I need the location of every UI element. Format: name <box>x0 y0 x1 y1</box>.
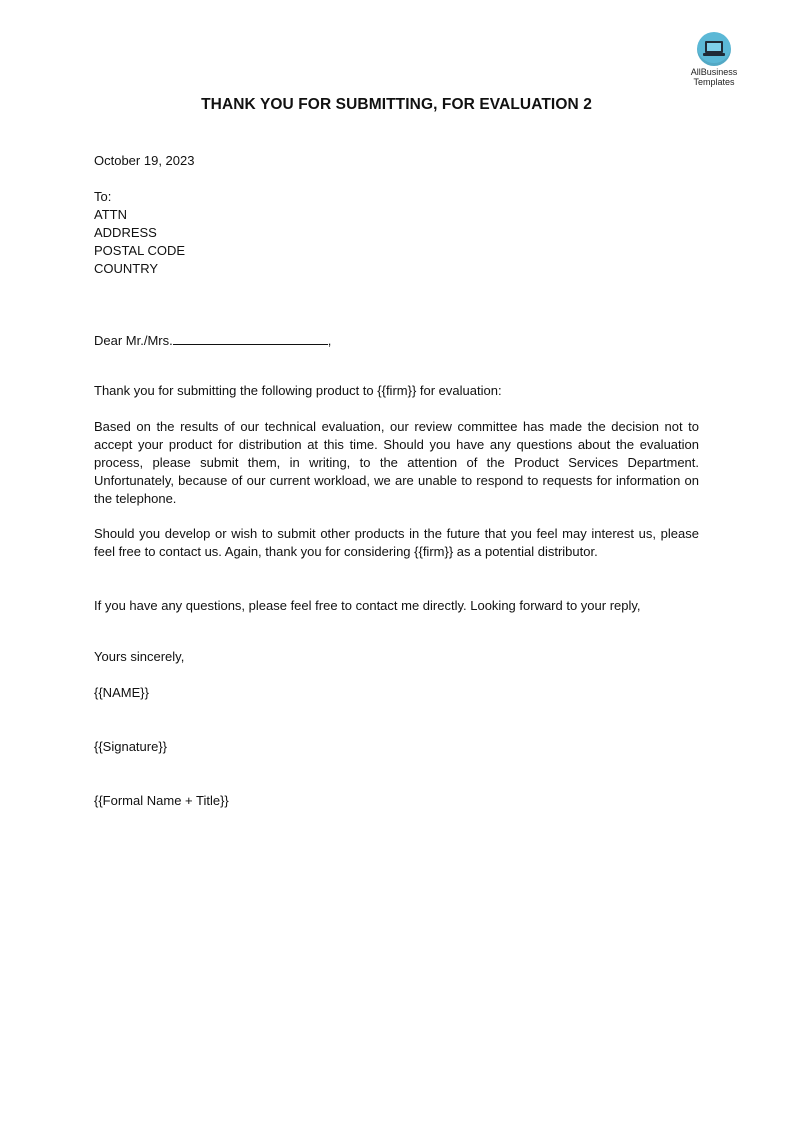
closing-text: Yours sincerely, <box>94 649 185 664</box>
name-blank-line <box>173 332 328 345</box>
address-country: COUNTRY <box>94 261 159 276</box>
formal-name-text: {{Formal Name + Title}} <box>94 793 229 808</box>
address-to: To: <box>94 189 112 204</box>
recipient-address <box>94 188 699 278</box>
paragraph-decision <box>94 418 699 508</box>
paragraph-contact <box>94 597 699 615</box>
paragraph-future-text: Should you develop or wish to submit other products in the future that you feel may interest us, please feel free to contact us. Again, thank you for considering {{firm}} as a potential distributor. <box>94 526 699 559</box>
paragraph-intro-text: Thank you for submitting the following product to {{firm}} for evaluation: <box>94 383 502 398</box>
salutation-prefix: Dear Mr./Mrs. <box>94 333 173 348</box>
closing <box>94 648 699 666</box>
brand-logo <box>680 32 748 87</box>
signature-text: {{Signature}} <box>94 739 168 754</box>
laptop-icon <box>697 32 731 66</box>
salutation-suffix: , <box>327 333 332 348</box>
address-attn: ATTN <box>94 207 127 222</box>
signer-name-text: {{NAME}} <box>94 685 149 700</box>
letter-date <box>94 152 699 170</box>
date-text: October 19, 2023 <box>94 153 195 168</box>
paragraph-decision-text: Based on the results of our technical evaluation, our review committee has made the decision not to accept your product for distribution at this time. Should you have any questions about the evaluation process, please submit them, in writing, to the attention of the Product Services Department. Unfortunately, because of our current workload, we are unable to respond to requests for information on the telephone. <box>94 419 699 506</box>
paragraph-future <box>94 525 699 561</box>
signer-name <box>94 684 699 702</box>
formal-name-title <box>94 792 699 810</box>
paragraph-intro <box>94 382 699 400</box>
logo-text-line2: Templates <box>693 76 735 87</box>
address-line: ADDRESS <box>94 225 157 240</box>
document-title: THANK YOU FOR SUBMITTING, FOR EVALUATION 2 <box>201 96 592 113</box>
logo-text-line1: AllBusiness <box>690 67 738 77</box>
address-postal-code: POSTAL CODE <box>94 243 186 258</box>
signature-placeholder <box>94 738 699 756</box>
salutation <box>94 332 699 350</box>
paragraph-contact-text: If you have any questions, please feel free to contact me directly. Looking forward to your reply, <box>94 598 641 613</box>
